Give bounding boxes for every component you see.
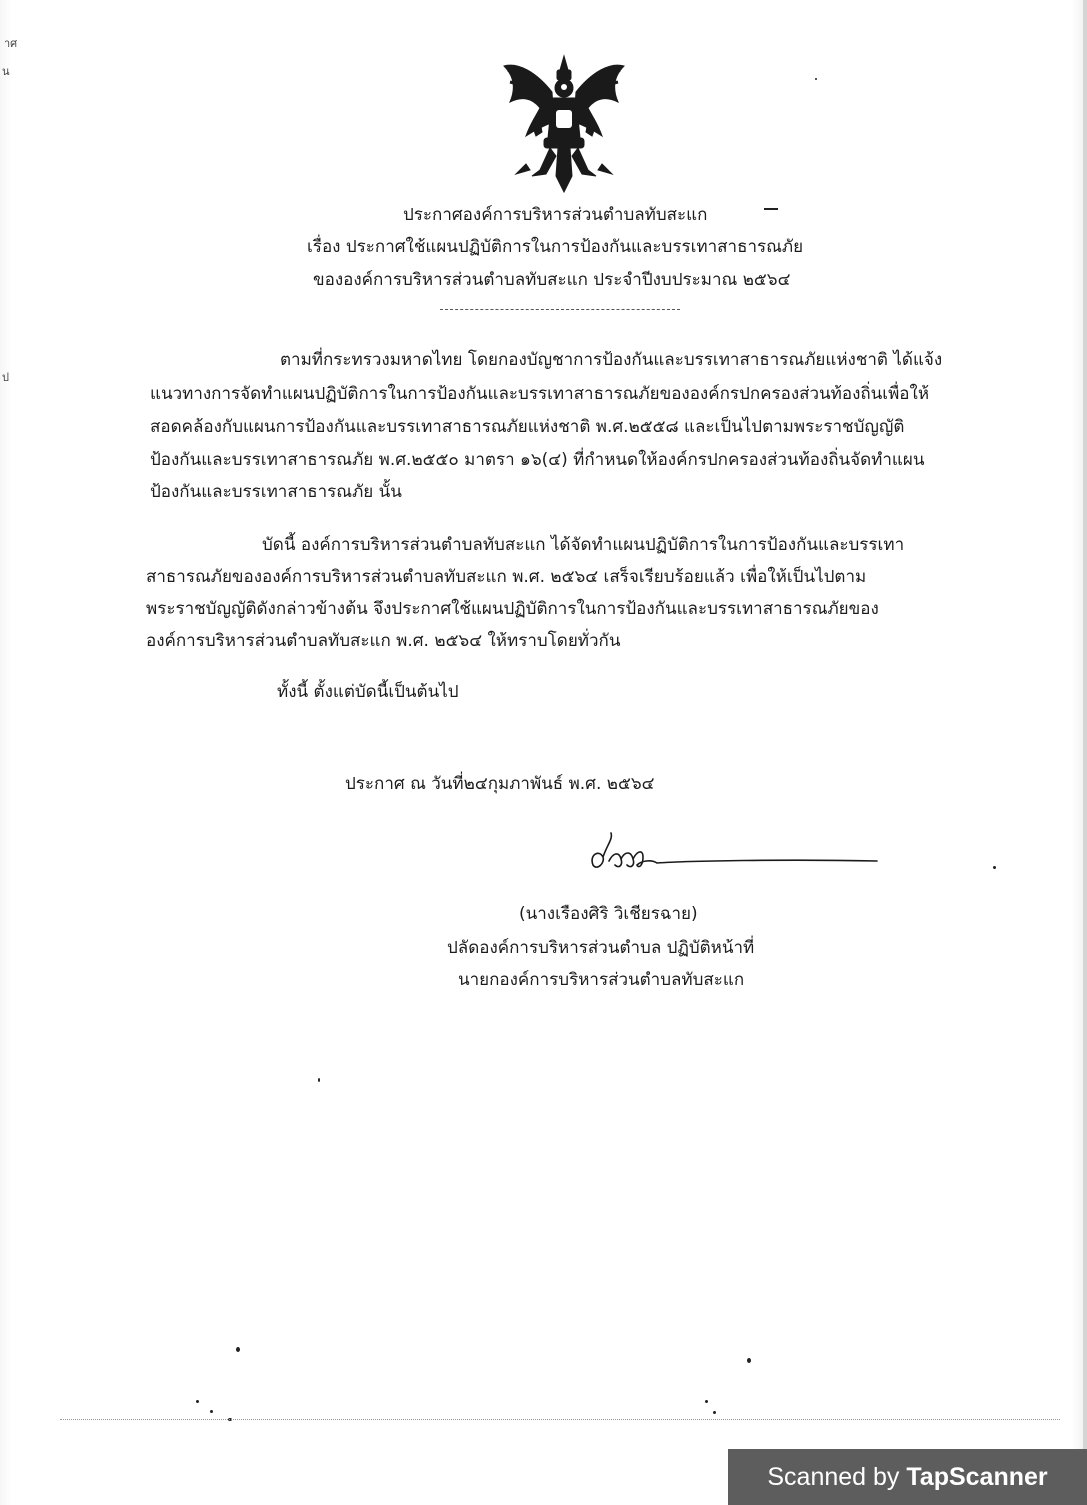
stray-mark — [764, 208, 778, 210]
signatory-position: นายกองค์การบริหารส่วนตำบลทับสะแก — [458, 970, 745, 990]
body-line: สาธารณภัยขององค์การบริหารส่วนตำบลทับสะแก พ.ศ. ๒๕๖๔ เสร็จเรียบร้อยแล้ว เพื่อให้เป็นไปตาม — [146, 567, 867, 587]
scan-speck — [318, 1078, 320, 1082]
page-edge-shadow — [1083, 0, 1087, 1505]
scan-speck — [705, 1400, 708, 1403]
body-line: ตามที่กระทรวงมหาดไทย โดยกองบัญชาการป้องกันและบรรเทาสาธารณภัยแห่งชาติ ได้แจ้ง — [280, 350, 943, 370]
margin-fragment: าศ — [4, 37, 18, 50]
divider — [440, 309, 680, 310]
signatory-position: ปลัดองค์การบริหารส่วนตำบล ปฏิบัติหน้าที่ — [447, 938, 755, 958]
scan-speck — [747, 1358, 751, 1363]
body-line: แนวทางการจัดทำแผนปฏิบัติการในการป้องกันและบรรเทาสาธารณภัยขององค์กรปกครองส่วนท้องถิ่นเพื่อให้ — [150, 384, 930, 404]
body-line: ป้องกันและบรรเทาสาธารณภัย พ.ศ.๒๕๕๐ มาตรา ๑๖(๔) ที่กำหนดให้องค์กรปกครองส่วนท้องถิ่นจัดทำแผน — [150, 450, 925, 470]
scan-speck — [815, 78, 817, 80]
watermark-prefix: Scanned by — [767, 1463, 907, 1491]
handwritten-signature — [585, 825, 885, 885]
body-line: องค์การบริหารส่วนตำบลทับสะแก พ.ศ. ๒๕๖๔ ให้ทราบโดยทั่วกัน — [146, 631, 621, 651]
scanner-watermark — [728, 1449, 1087, 1505]
watermark-brand: TapScanner — [906, 1463, 1048, 1491]
margin-fragment: ป — [2, 371, 9, 384]
subject-line: ขององค์การบริหารส่วนตำบลทับสะแก ประจำปีงบประมาณ ๒๕๖๔ — [313, 270, 791, 290]
signatory-name: (นางเรืองศิริ วิเชียรฉาย) — [519, 904, 698, 924]
subject-line: เรื่อง ประกาศใช้แผนปฏิบัติการในการป้องกันและบรรเทาสาธารณภัย — [307, 237, 804, 257]
announcement-title: ประกาศองค์การบริหารส่วนตำบลทับสะแก — [403, 205, 708, 225]
scan-speck — [993, 866, 996, 869]
scan-speck — [210, 1410, 213, 1413]
body-line: สอดคล้องกับแผนการป้องกันและบรรเทาสาธารณภัยแห่งชาติ พ.ศ.๒๕๕๘ และเป็นไปตามพระราชบัญญัติ — [150, 417, 905, 437]
margin-fragment: น — [2, 65, 10, 78]
scan-speck — [236, 1347, 240, 1352]
effective-statement: ทั้งนี้ ตั้งแต่บัดนี้เป็นต้นไป — [277, 682, 459, 702]
dateline: ประกาศ ณ วันที่๒๔กุมภาพันธ์ พ.ศ. ๒๕๖๔ — [345, 774, 655, 794]
scan-speck — [196, 1400, 199, 1403]
body-line: พระราชบัญญัติดังกล่าวข้างต้น จึงประกาศใช้แผนปฏิบัติการในการป้องกันและบรรเทาสาธารณภัยของ — [146, 599, 879, 619]
body-line: บัดนี้ องค์การบริหารส่วนตำบลทับสะแก ได้จัดทำแผนปฏิบัติการในการป้องกันและบรรเทา — [262, 535, 905, 555]
page-bottom-edge — [60, 1419, 1060, 1420]
garuda-emblem-icon — [496, 52, 632, 194]
scan-speck — [713, 1411, 716, 1414]
body-line: ป้องกันและบรรเทาสาธารณภัย นั้น — [150, 482, 402, 502]
